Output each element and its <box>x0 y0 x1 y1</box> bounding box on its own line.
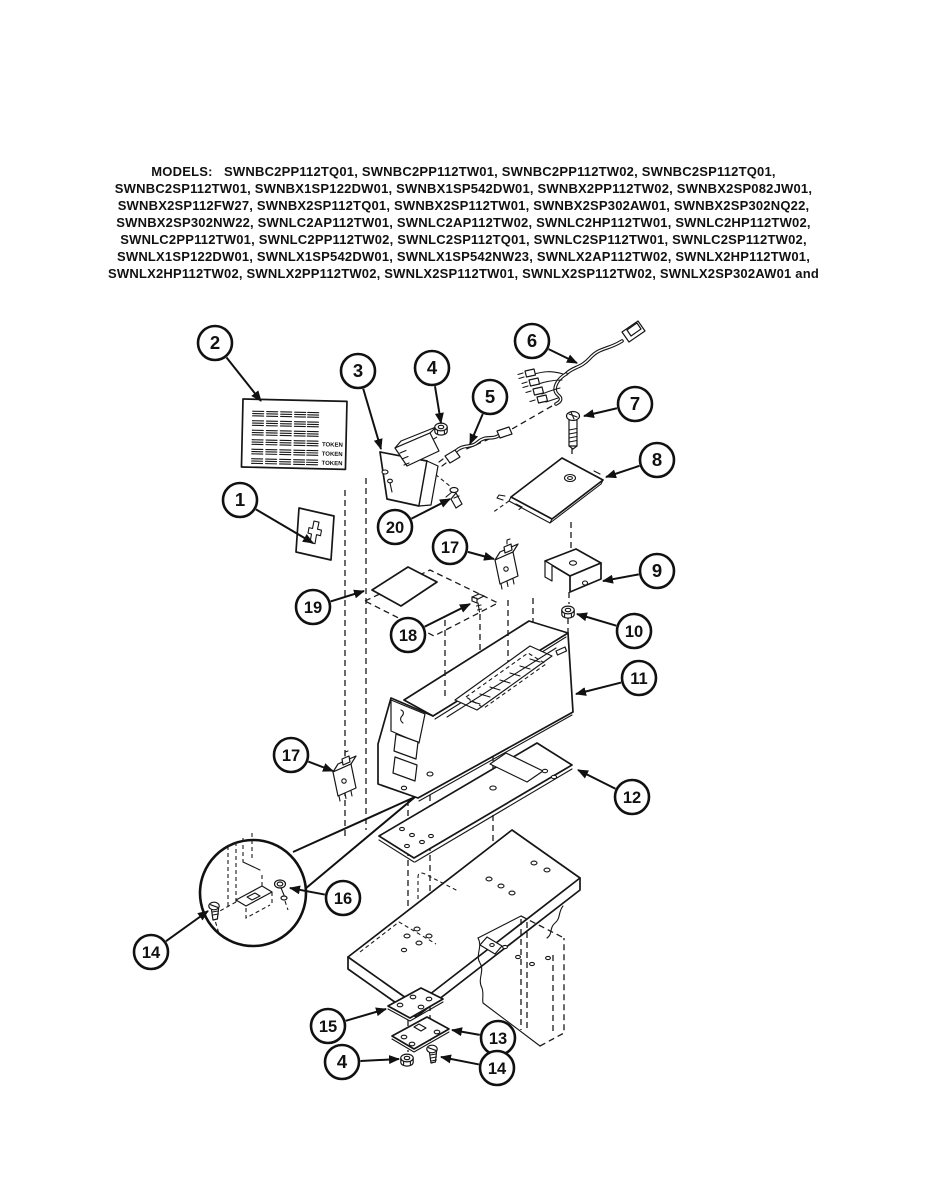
callout-number: 20 <box>385 519 405 537</box>
models-line: SWNBC2SP112TW01, SWNBX1SP122DW01, SWNBX1SP542DW01, SWNBX2PP112TW02, SWNBX2SP082JW01, <box>114 181 813 196</box>
callout-number: 10 <box>624 623 644 641</box>
callout-number: 5 <box>484 386 496 407</box>
callout-arrow <box>346 1009 386 1021</box>
models-line: MODELS: SWNBC2PP112TQ01, SWNBC2PP112TW01, SWNBC2PP112TW02, SWNBC2SP112TQ01, <box>151 164 776 179</box>
part-13-spacer-plate <box>392 1017 449 1052</box>
callout-number: 14 <box>487 1060 507 1078</box>
callout-number: 12 <box>622 789 642 807</box>
callout-9 <box>603 554 674 588</box>
part-8-cover-plate <box>497 458 603 523</box>
callout-6 <box>515 324 577 363</box>
callout-arrow <box>363 389 381 449</box>
callout-10 <box>577 614 651 648</box>
callout-2 <box>198 326 261 401</box>
callout-arrow <box>577 614 616 626</box>
part-4-nut <box>435 423 447 435</box>
models-line: SWNBX2SP112FW27, SWNBX2SP112TQ01, SWNBX2SP112TW01, SWNBX2SP302AW01, SWNBX2SP302NQ22, <box>117 198 810 213</box>
callout-arrow <box>578 770 615 789</box>
models-line: SWNLX2HP112TW02, SWNLX2PP112TW02, SWNLX2SP112TW01, SWNLX2SP112TW02, SWNLX2SP302AW01 and <box>108 266 819 281</box>
callout-13 <box>452 1021 515 1055</box>
callout-number: 17 <box>281 747 301 765</box>
callout-arrow <box>441 1057 479 1064</box>
part-4-nut <box>401 1054 413 1066</box>
callout-arrow <box>435 386 441 423</box>
callout-number: 19 <box>303 599 323 617</box>
callout-17 <box>274 738 333 772</box>
callout-arrow <box>549 349 577 363</box>
token-label: TOKEN <box>321 451 343 459</box>
callout-number: 4 <box>336 1051 348 1072</box>
callout-arrow <box>308 762 333 771</box>
callout-number: 18 <box>398 627 418 645</box>
callout-number: 16 <box>333 890 353 908</box>
part-19-sheet <box>372 567 437 606</box>
callout-arrow <box>606 466 639 477</box>
callout-15 <box>311 1009 386 1043</box>
callout-18 <box>391 604 470 652</box>
callout-number: 6 <box>526 330 538 351</box>
models-line: SWNLX1SP122DW01, SWNLX1SP542DW01, SWNLX1SP542NW23, SWNLX2AP112TW02, SWNLX2HP112TW01, <box>116 249 810 264</box>
callout-7 <box>584 387 652 421</box>
callout-8 <box>606 443 674 477</box>
token-label: TOKEN <box>321 442 343 449</box>
token-label: TOKEN <box>321 460 343 468</box>
callout-arrow <box>425 604 470 627</box>
callout-number: 8 <box>651 449 663 470</box>
callout-arrow <box>166 911 208 941</box>
callout-arrow <box>468 552 494 559</box>
callout-arrow <box>576 683 621 694</box>
callout-arrow <box>226 357 261 401</box>
callout-number: 4 <box>426 357 438 378</box>
models-line: SWNLC2PP112TW01, SWNLC2PP112TW02, SWNLC2SP112TQ01, SWNLC2SP112TW01, SWNLC2SP112TW02, <box>120 232 807 247</box>
callout-number: 3 <box>352 360 364 381</box>
callout-arrow <box>584 408 617 416</box>
part-18-screw <box>472 594 484 612</box>
part-17-switch <box>495 539 518 589</box>
callout-number: 13 <box>488 1030 508 1048</box>
part-1-lock-plate <box>296 508 334 560</box>
part-20-clip <box>446 488 462 509</box>
callout-4 <box>325 1045 399 1079</box>
part-17-switch <box>333 751 356 801</box>
part-9-bracket <box>545 549 601 592</box>
callout-arrow <box>452 1030 480 1035</box>
part-10-nut <box>562 606 574 618</box>
callout-number: 1 <box>234 489 246 510</box>
cabinet-top-platform <box>348 830 580 1017</box>
models-line: SWNBX2SP302NW22, SWNLC2AP112TW01, SWNLC2AP112TW02, SWNLC2HP112TW01, SWNLC2HP112TW02, <box>116 215 811 230</box>
callout-11 <box>576 661 656 695</box>
callout-number: 17 <box>440 539 460 557</box>
callout-number: 11 <box>630 670 648 688</box>
callout-4 <box>415 351 449 423</box>
callout-number: 7 <box>629 393 641 414</box>
part-2-token-panel <box>241 399 347 469</box>
callout-arrow <box>603 574 639 581</box>
callout-19 <box>296 590 364 624</box>
part-3-switch-bracket <box>380 427 439 506</box>
callout-12 <box>578 770 649 814</box>
callout-17 <box>433 530 494 564</box>
part-7-screw <box>567 412 580 450</box>
callout-14 <box>134 911 208 969</box>
callout-14 <box>441 1051 514 1085</box>
part-14-screw <box>427 1045 437 1063</box>
callout-number: 9 <box>651 560 663 581</box>
callout-number: 2 <box>209 332 221 353</box>
callout-arrow <box>331 591 364 601</box>
callout-arrow <box>360 1059 399 1061</box>
callout-number: 14 <box>141 944 161 962</box>
magnifier-detail <box>200 797 415 946</box>
callout-number: 15 <box>318 1018 338 1036</box>
